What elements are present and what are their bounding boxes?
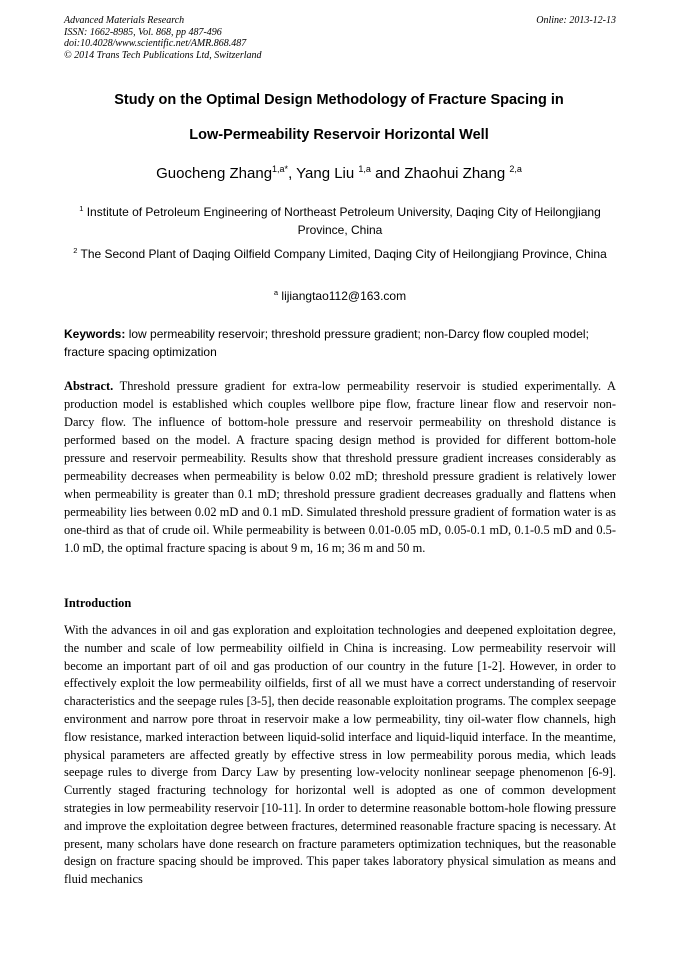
doi-line: doi:10.4028/www.scientific.net/AMR.868.487 — [64, 38, 247, 49]
keywords-label: Keywords: — [64, 327, 126, 341]
affiliation-text: Institute of Petroleum Engineering of Northeast Petroleum University, Daqing City of Heilongjiang Province, China — [83, 205, 601, 237]
affiliation-2 — [64, 245, 616, 263]
paper-title-line-2: Low-Permeability Reservoir Horizontal Well — [189, 127, 489, 143]
copyright-line: © 2014 Trans Tech Publications Ltd, Switzerland — [64, 49, 262, 61]
keywords-section — [64, 325, 616, 361]
author-affiliation-mark: 1,a* — [272, 164, 289, 174]
online-date: Online: 2013-12-13 — [536, 15, 616, 26]
affiliation-mark: 1 — [79, 204, 84, 213]
author-affiliation-mark: 2,a — [509, 164, 522, 174]
introduction-body: With the advances in oil and gas exploration and exploitation technologies and deepened exploitation degree, the number and scale of low permeability oilfield in China is increasing. Low permeability reservoir will become an important part of oil and gas production of our country in the future [1-2]. However, in order to effectively exploit the low permeability oilfields, first of all we must have a correct understanding of reservoir characteristics and the seepage rules [3-5], then decide reasonable exploitation programs. The complex seepage environment and narrow pore throat in reservoir make a low permeability, tiny oil-water flow channels, high flow resistance, marked interaction between liquid-solid interface and liquid-liquid interface. In the meantime, physical parameters are affected greatly by effective stress in low permeability porous media, which leads seepage rules to diverge from Darcy Law by presenting low-velocity nonlinear seepage phenomenon [6-9]. Currently staged fracturing technology for horizontal well is adopted as one of common development strategies in low permeability reservoir [10-11]. In order to determine reasonable bottom-hole flowing pressure and improve the exploitation degree between fractures, determined reasonable fracture spacing is necessary. At present, many scholars have done research on fracture parameters optimization techniques, but the reasonable design on fracture spacing should be improved. This paper takes laboratory physical simulation as means and fluid mechanics — [64, 623, 616, 887]
author-email — [64, 287, 616, 305]
affiliation-text: The Second Plant of Daqing Oilfield Company Limited, Daqing City of Heilongjiang Province, China — [77, 247, 607, 261]
abstract-label: Abstract. — [64, 379, 114, 393]
author-list — [40, 165, 638, 182]
paper-title-line-1: Study on the Optimal Design Methodology of Fracture Spacing in — [114, 92, 564, 108]
author-name: Guocheng Zhang — [156, 165, 273, 182]
affiliation-mark: 2 — [73, 246, 78, 255]
abstract-text: Threshold pressure gradient for extra-low permeability reservoir is studied experimentally. A production model is established which couples wellbore pipe flow, fracture linear flow and reservoir non-Darcy flow. The influence of bottom-hole pressure and reservoir permeability on threshold distance is performed based on the model. A fracture spacing design method is provided for different bottom-hole pressure and reservoir permeability. Results show that threshold pressure gradient increases considerably as permeability decreases when permeability is below 0.02 mD; threshold pressure gradient is relatively lower when permeability is greater than 0.1 mD; threshold pressure gradient decreases gradually and flattens when permeability lies between 0.02 mD and 0.1 mD. Simulated threshold pressure gradient of formation water is as one-third as that of crude oil. While permeability is between 0.01-0.05 mD, 0.05-0.1 mD, 0.1-0.5 mD and 0.5-1.0 mD, the optimal fracture spacing is about 9 m, 16 m; 36 m and 50 m. — [64, 379, 616, 555]
issn-line: ISSN: 1662-8985, Vol. 868, pp 487-496 — [64, 26, 222, 38]
affiliation-1 — [64, 203, 616, 239]
author-affiliation-mark: 1,a — [358, 164, 371, 174]
journal-name: Advanced Materials Research — [64, 15, 185, 26]
introduction-heading: Introduction — [64, 596, 132, 610]
journal-header — [64, 15, 616, 61]
abstract-section — [64, 377, 616, 557]
email-mark: a — [273, 288, 279, 297]
author-separator: and Zhaohui Zhang — [370, 165, 510, 182]
email-address: lijiangtao112@163.com — [278, 289, 407, 303]
author-separator: , Yang Liu — [288, 165, 359, 182]
keywords-text: low permeability reservoir; threshold pressure gradient; non-Darcy flow coupled model; fracture spacing optimization — [64, 327, 589, 359]
